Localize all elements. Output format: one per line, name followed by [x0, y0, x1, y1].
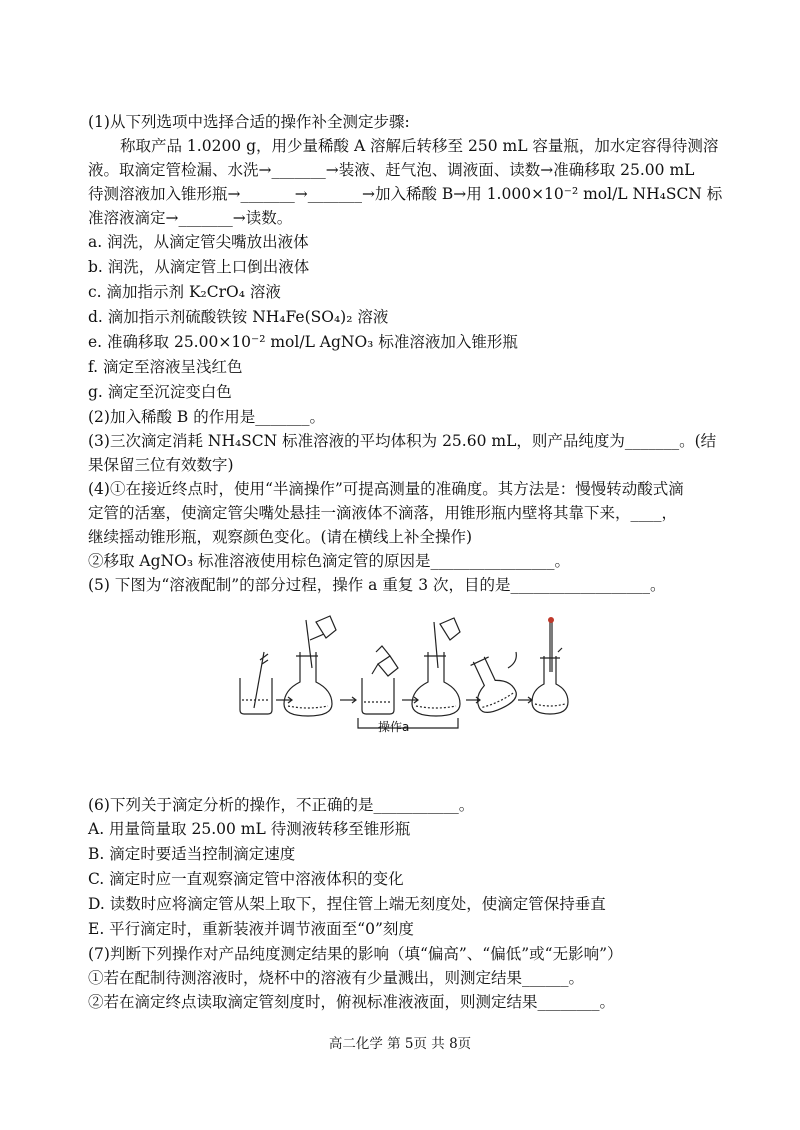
volumetric-flask-icon — [412, 618, 460, 716]
flask-with-dropper-icon — [532, 622, 568, 714]
option-C: C. 滴定时应一直观察滴定管中溶液体积的变化 — [88, 870, 404, 888]
q3-line: (3)三次滴定消耗 NH₄SCN 标准溶液的平均体积为 25.60 mL，则产品纯度为_______。(结 — [88, 432, 717, 450]
option-B: B. 滴定时要适当控制滴定速度 — [88, 845, 296, 863]
q6-title: (6)下列关于滴定分析的操作，不正确的是___________。 — [88, 796, 475, 814]
option-D: D. 读数时应将滴定管从架上取下，捏住管上端无刻度处，使滴定管保持垂直 — [88, 895, 606, 913]
tilted-flask-icon — [461, 651, 520, 717]
q4-line: 定管的活塞，使滴定管尖嘴处悬挂一滴液体不滴落，用锥形瓶内壁将其靠下来，____， — [88, 504, 678, 522]
q1-para-line: 待测溶液加入锥形瓶→_______→_______→加入稀酸 B→用 1.000×10⁻² mol/L NH₄SCN 标 — [88, 185, 723, 203]
option-c: c. 滴加指示剂 K₂CrO₄ 溶液 — [88, 283, 281, 301]
q4-line: 继续摇动锥形瓶，观察颜色变化。(请在横线上补全操作) — [88, 528, 473, 546]
option-g: g. 滴定至沉淀变白色 — [88, 383, 232, 401]
arrow-icon — [340, 697, 356, 703]
question-content — [88, 110, 728, 1014]
q7-line: ①若在配制待测溶液时，烧杯中的溶液有少量溅出，则测定结果______。 — [88, 969, 585, 987]
page-footer: 高二化学 第 5页 共 8页 — [328, 1036, 472, 1052]
q1-para-line: 称取产品 1.0200 g，用少量稀酸 A 溶解后转移至 250 mL 容量瓶，加水定容得待测溶 — [120, 137, 719, 155]
option-b: b. 润洗，从滴定管上口倒出液体 — [88, 258, 310, 276]
q7-line: (7)判断下列操作对产品纯度测定结果的影响（填“偏高”、“偏低”或“无影响”） — [88, 945, 623, 963]
q5-text: (5) 下图为“溶液配制”的部分过程，操作 a 重复 3 次，目的是__________________。 — [88, 576, 666, 594]
q2-text: (2)加入稀酸 B 的作用是_______。 — [88, 408, 325, 426]
beaker-with-rod-icon — [240, 652, 272, 714]
option-A: A. 用量筒量取 25.00 mL 待测液转移至锥形瓶 — [88, 820, 411, 838]
q4-line: ②移取 AgNO₃ 标准溶液使用棕色滴定管的原因是________________。 — [88, 552, 570, 570]
arrow-icon — [518, 697, 532, 703]
q1-title: (1)从下列选项中选择合适的操作补全测定步骤: — [88, 113, 410, 131]
beaker-with-wash-bottle-icon — [362, 646, 398, 714]
q7-line: ②若在滴定终点读取滴定管刻度时，俯视标准液液面，则测定结果________。 — [88, 993, 616, 1011]
volumetric-flask-icon — [284, 616, 336, 716]
figure-caption: 操作a — [378, 720, 410, 734]
dropper-bulb-icon — [548, 617, 554, 623]
q1-para-line: 液。取滴定管检漏、水洗→_______→装液、赶气泡、调液面、读数→准确移取 25.00 mL — [88, 161, 695, 179]
option-f: f. 滴定至溶液呈浅红色 — [88, 358, 243, 376]
option-E: E. 平行滴定时，重新装液并调节液面至“0”刻度 — [88, 920, 414, 938]
arrow-icon — [402, 697, 418, 703]
q4-line: (4)①在接近终点时，使用“半滴操作”可提高测量的准确度。其方法是：慢慢转动酸式滴 — [88, 480, 684, 498]
q3-line: 果保留三位有效数字) — [88, 456, 234, 474]
option-e: e. 准确移取 25.00×10⁻² mol/L AgNO₃ 标准溶液加入锥形瓶 — [88, 333, 518, 351]
option-a: a. 润洗，从滴定管尖嘴放出液体 — [88, 233, 309, 251]
option-d: d. 滴加指示剂硫酸铁铵 NH₄Fe(SO₄)₂ 溶液 — [88, 308, 389, 326]
q1-para-line: 准溶液滴定→_______→读数。 — [88, 209, 293, 227]
